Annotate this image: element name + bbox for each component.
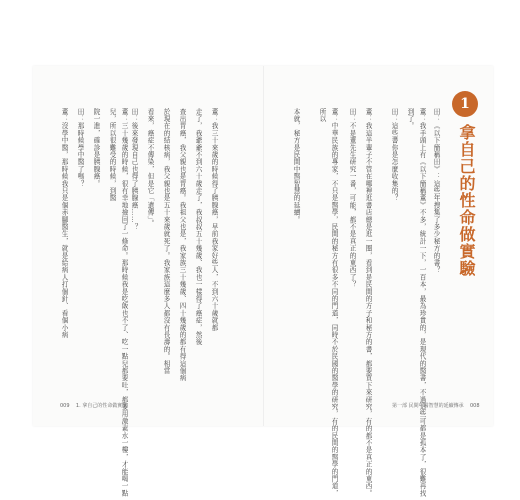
left-paragraph-4: 董：三十幾歲的時候，很有幸地撿回了一條命。那時候我是吃飯也不了、吃一點兒都要吐，都要用激素水一樓，才能喝一點兒，所以很難受的時候，到醫 xyxy=(108,108,128,497)
book-gutter xyxy=(263,66,264,426)
left-paragraph-7: 於現在的結核病，我父親也是五十來歲就死了。我家族這麼多人都沒有長壽的。相當 xyxy=(162,108,170,375)
chapter-label-left: 1. 拿自己的性命做實驗 xyxy=(75,403,128,409)
page-number-left: 009 xyxy=(60,403,70,409)
right-paragraph-3: 田：這些書你是怎麼收集的？ xyxy=(390,108,398,202)
left-paragraph-2: 田：那時候學中醫了嗎？ xyxy=(76,108,84,188)
left-paragraph-10: 董：我三十來歲的時候得了胰腺癌，早前我家好些人，不到六十歲就都 xyxy=(210,108,218,332)
chapter-title: 拿自己的性命做實驗 xyxy=(457,124,476,277)
right-paragraph-2: 董：我手頭上有《以下簡稱董》不多，統計一下，一百本，最為珍貴的，是現代的醫書，不過這些可都是孤本了，很難再找到了。 xyxy=(406,108,426,497)
left-paragraph-9: 走了，我爺爺不到六十歲走了，我叔叔五十幾歲、我也一樣得了癌症，然後 xyxy=(194,108,202,346)
right-paragraph-5: 田：不是董先生研究一番，可能，都不是真正的東西了？ xyxy=(348,108,356,288)
right-paragraph-1: 田：《以下簡稱田》：這些年搜集了多少秘方的書？ xyxy=(432,108,440,274)
left-paragraph-5: 田：後來發現自己也得了胰腺癌……？ xyxy=(130,108,138,231)
right-footer xyxy=(392,402,480,409)
chapter-number-badge: 1 xyxy=(452,91,478,117)
left-paragraph-8: 查出胃癌，我父親也是胃癌。我祖父也是，我家族三十幾歲、四十幾歲的都有得這個病 xyxy=(178,108,186,382)
left-paragraph-3: 院一進，確診是胰腺癌。 xyxy=(92,108,100,188)
right-paragraph-7: 本就，秘方是民間中醫智慧的延續。 xyxy=(292,108,300,224)
chapter-label-right: 第一部 民間中醫智慧的延續傳承 xyxy=(392,403,464,409)
left-paragraph-6: 看來，癌症不傳染，但是它「遺傳」。 xyxy=(146,108,154,228)
right-paragraph-4: 董：我這半輩子不管在哪裡逛書店總是逛一圈，看到是民間的方子和秘方的書，都要買下來研究，有的都不是真正的東西。 xyxy=(364,108,372,497)
left-paragraph-1: 董：沒學中醫，那時候我只是個赤腳醫生，就是給病人打個針、看個小病 xyxy=(60,108,68,339)
page-number-right: 008 xyxy=(469,403,480,409)
left-footer xyxy=(60,402,127,409)
right-paragraph-6: 董：中華民族的專家，不只是醫學，民間的秘方有很多不同的門道，同時不於民國的醫學的研究，有的民間的醫學的門道，所以 xyxy=(318,108,338,497)
